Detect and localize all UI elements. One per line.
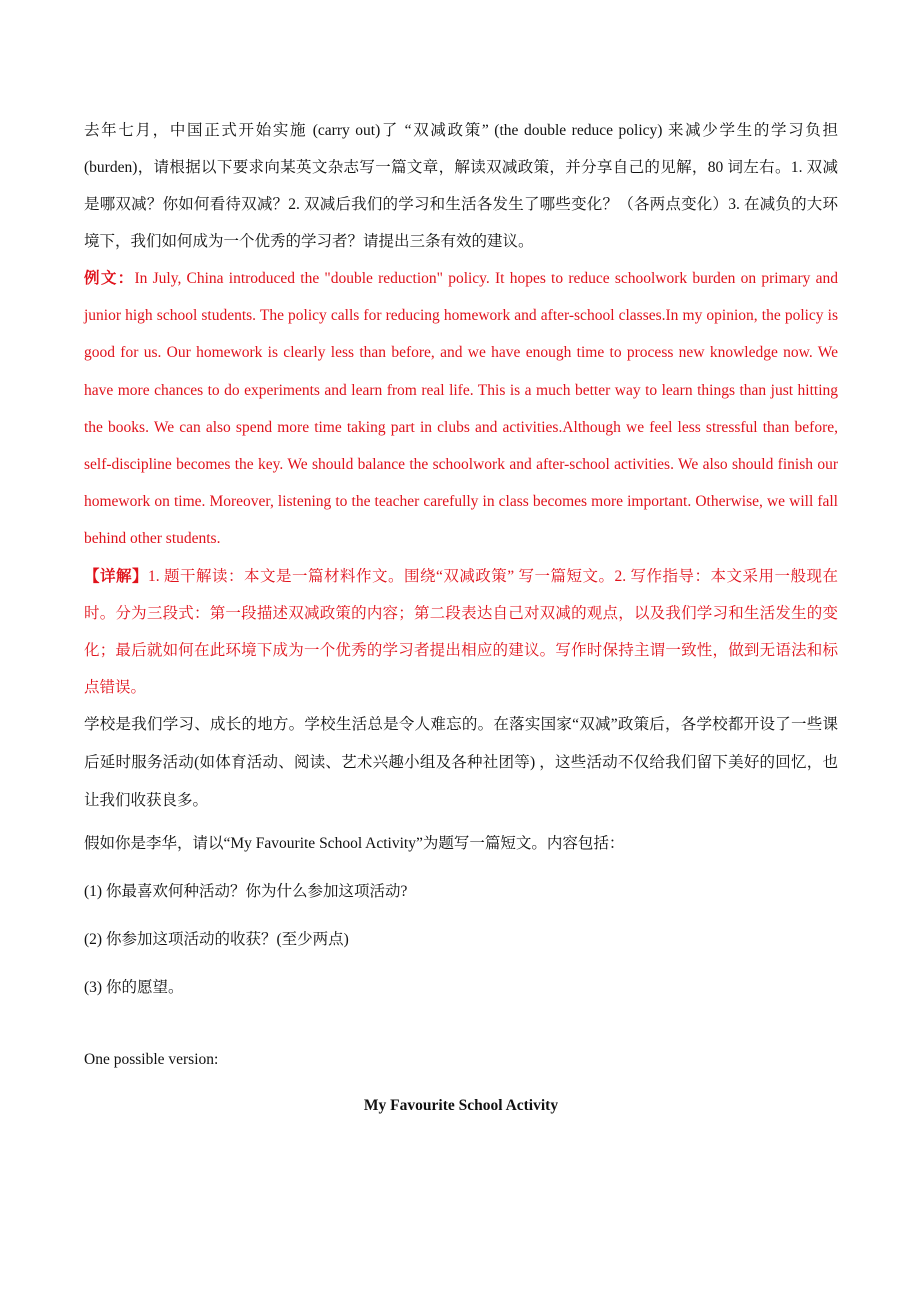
version-label: One possible version: bbox=[84, 1050, 219, 1068]
essay-title: My Favourite School Activity bbox=[363, 1096, 559, 1114]
example-text: In July, China introduced the "double reduction" policy. It hopes to reduce schoolwork burden on primary and junior high school students. The policy calls for reducing homework and after-school classes.In my opinion, the policy is good for us. Our homework is clearly less than before, and we have enough time to process new knowledge now. We have more chances to do experiments and learn from real life. This is a much better way to learn things than just hitting the books. We can also spend more time taking part in clubs and activities.Although we feel less stressful than before, self-discipline becomes the key. We should balance the schoolwork and after-school activities. We also should finish our homework on time. Moreover, listening to the teacher carefully in class becomes more important. Otherwise, we will fall behind other students. bbox=[84, 270, 838, 548]
task2-background: 学校是我们学习、成长的地方。学校生活总是令人难忘的。在落实国家“双减”政策后，各学校都开设了一些课后延时服务活动(如体育活动、阅读、艺术兴趣小组及各种社团等) ，这些活动不仅给我们留下美好的回忆，也让我们收获良多。 bbox=[84, 715, 838, 809]
detail-label: 【详解】 bbox=[84, 567, 148, 585]
document-content bbox=[84, 112, 838, 1118]
example-label: 例文： bbox=[84, 270, 135, 287]
detail-text: 1. 题干解读：本文是一篇材料作文。围绕“双减政策” 写一篇短文。2. 写作指导：本文采用一般现在时。分为三段式：第一段描述双减政策的内容；第二段表达自己对双减的观点，以及我们学习和生活发生的变化；最后就如何在此环境下成为一个优秀的学习者提出相应的建议。写作时保持主谓一致性，做到无语法和标点错误。 bbox=[84, 567, 838, 696]
task1-prompt: 去年七月，中国正式开始实施 (carry out)了 “双减政策” (the double reduce policy) 来减少学生的学习负担(burden)，请根据以下要求向某英文杂志写一篇文章，解读双减政策，并分享自己的见解，80 词左右。1. 双减是哪双减？你如何看待双减？2. 双减后我们的学习和生活各发生了哪些变化？（各两点变化）3. 在减负的大环境下，我们如何成为一个优秀的学习者？请提出三条有效的建议。 bbox=[84, 122, 838, 250]
detail-explanation bbox=[84, 558, 838, 706]
example-essay bbox=[84, 260, 838, 558]
task2-item-1: (1) 你最喜欢何种活动？你为什么参加这项活动? bbox=[84, 882, 408, 900]
task2-item-3: (3) 你的愿望。 bbox=[84, 978, 184, 996]
task2-item-2: (2) 你参加这项活动的收获？(至少两点) bbox=[84, 930, 349, 948]
task2-requirement: 假如你是李华，请以“My Favourite School Activity”为题写一篇短文。内容包括： bbox=[84, 834, 625, 852]
